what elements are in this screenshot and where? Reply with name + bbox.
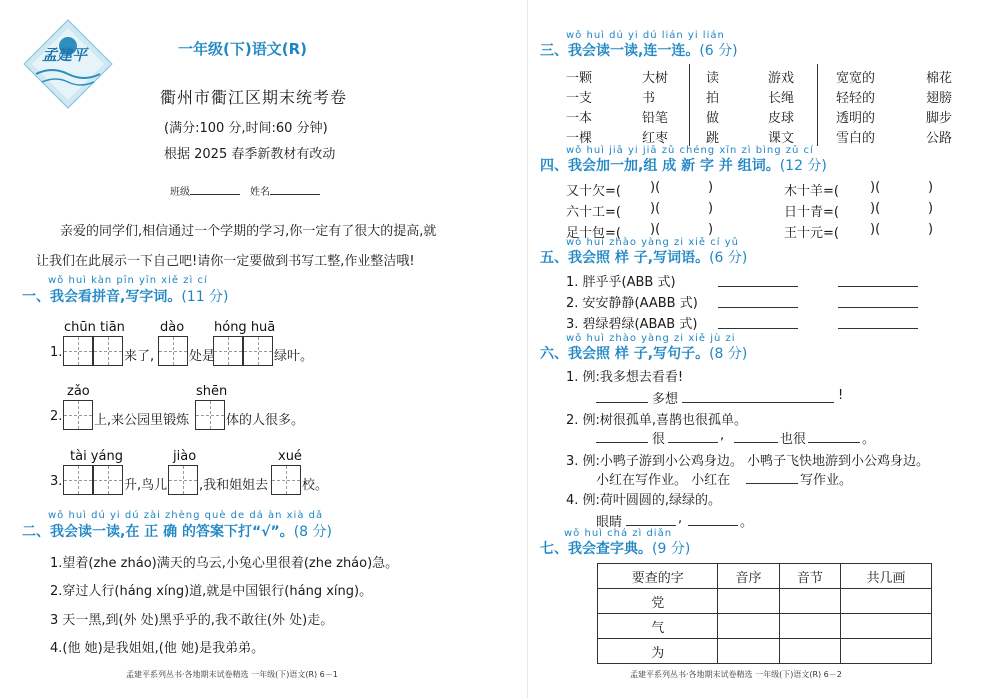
s3-c2-0: 大树 [642,71,669,86]
s5-title [540,247,747,267]
exam-title: 衢州市衢江区期末统考卷 [160,88,348,107]
s4-left-1: 六十工=( [566,205,621,220]
q2-number: 2. [50,409,63,424]
intro-line-1: 亲爱的同学们,相信通过一个学期的学习,你一定有了很大的提高,就 [60,224,437,239]
s3-c2-3: 红枣 [642,131,669,146]
s3-c2-2: 铅笔 [642,111,669,126]
s4-right-2: 王十元=( [784,226,839,241]
s4-title-text: 四、我会加一加,组 成 新 字 并 组词。 [540,158,780,174]
s7-points: (9 分) [652,541,691,557]
s3-c5-0: 宽宽的 [836,71,876,86]
s6-ex2-c: 也很 [780,432,807,447]
s4-left-0: 又十欠=( [566,184,621,199]
answer-line[interactable] [626,525,676,526]
writing-box[interactable] [63,400,93,430]
table-header: 音节 [779,564,840,589]
s4-end: ) [928,201,934,216]
table-answer-cell[interactable] [718,639,779,664]
s3-c1-3: 一棵 [566,131,593,146]
s6-ex3-a: 小红在写作业。 小红在 [596,473,731,488]
s4-mid: )( [870,222,881,237]
s7-title-text: 七、我会查字典。 [540,541,652,557]
s2-title [22,521,332,541]
name-label: 姓名 [250,187,270,198]
answer-line[interactable] [838,328,918,329]
s4-mid: )( [650,180,661,195]
s3-c3-3: 跳 [706,131,720,146]
class-label: 班级 [170,187,190,198]
answer-line[interactable] [746,483,798,484]
s7-pinyin: wǒ huì chá zì diǎn [564,528,673,539]
writing-box[interactable] [243,336,273,366]
table-answer-cell[interactable] [779,614,840,639]
s3-c3-1: 拍 [706,91,720,106]
q3-number: 3. [50,474,63,489]
s5-item-1: 1. 胖乎乎(ABB 式) [566,275,676,290]
table-row [598,589,932,614]
s3-c5-1: 轻轻的 [836,91,876,106]
table-row [598,614,932,639]
s5-title-text: 五、我会照 样 子,写词语。 [540,250,710,266]
answer-line[interactable] [668,442,718,443]
answer-line[interactable] [682,402,834,403]
intro-line-2: 让我们在此展示一下自己吧!请你一定要做到书写工整,作业整洁哦! [36,254,415,269]
q1-number: 1. [50,345,63,360]
table-answer-cell[interactable] [779,639,840,664]
s2-item-2: 2.穿过人行(háng xíng)道,就是中国银行(háng xíng)。 [50,584,373,599]
s6-ex4: 4. 例:荷叶圆圆的,绿绿的。 [566,493,722,508]
q3-pinyin-1: tài yáng [70,449,123,464]
exam-note: 根据 2025 春季新教材有改动 [164,147,336,162]
q2-text-1: 上,来公园里锻炼 [94,413,190,428]
s3-separator [817,64,818,146]
writing-box[interactable] [93,336,123,366]
table-header: 要查的字 [598,564,718,589]
s6-ex2: 2. 例:树很孤单,喜鹊也很孤单。 [566,413,748,428]
q1-pinyin-2: dào [160,320,185,335]
s3-c6-2: 脚步 [926,111,953,126]
writing-box[interactable] [168,465,198,495]
s4-end: ) [928,222,934,237]
s4-points: (12 分) [779,158,827,174]
table-answer-cell[interactable] [779,589,840,614]
dictionary-table [597,563,932,664]
left-footer: 孟建平系列丛书·各地期末试卷精选 一年级(下)语文(R) 6－1 [126,670,338,679]
table-answer-cell[interactable] [841,589,932,614]
class-field[interactable] [190,194,240,195]
q1-text-3: 绿叶。 [274,349,314,364]
s3-title-text: 三、我会读一读,连一连。 [540,43,700,59]
table-header: 共几画 [841,564,932,589]
s3-c1-2: 一本 [566,111,593,126]
q3-text-3: 校。 [302,478,329,493]
q2-pinyin-1: zǎo [67,384,90,399]
q3-text-2: ,我和姐姐去 [199,478,269,493]
s6-pinyin: wǒ huì zhào yàng zi xiě jù zi [566,333,736,344]
logo-text: 孟建平 [42,46,88,64]
s6-ex4-a: 眼睛 [596,515,623,530]
writing-box[interactable] [213,336,243,366]
writing-box[interactable] [93,465,123,495]
s3-c6-0: 棉花 [926,71,953,86]
answer-line[interactable] [688,525,738,526]
answer-line[interactable] [838,286,918,287]
s1-title-text: 一、我会看拼音,写字词。 [22,289,182,305]
s4-title [540,155,827,175]
s4-end: ) [928,180,934,195]
page-divider [527,0,528,698]
s3-c1-0: 一颗 [566,71,593,86]
s6-ex2-d: 。 [862,432,876,447]
s6-points: (8 分) [709,346,748,362]
s6-ex2-a: 很 [652,432,666,447]
s2-item-4: 4.(他 她)是我姐姐,(他 她)是我弟弟。 [50,641,265,656]
table-header-row [598,564,932,589]
s3-c3-0: 读 [706,71,720,86]
table-answer-cell[interactable] [841,614,932,639]
s2-title-text: 二、我会读一读,在 正 确 的答案下打“√”。 [22,524,294,540]
s6-title-text: 六、我会照 样 子,写句子。 [540,346,710,362]
s4-mid: )( [870,180,881,195]
s3-c2-1: 书 [642,91,656,106]
s3-c6-3: 公路 [926,131,953,146]
s3-c6-1: 翅膀 [926,91,953,106]
s3-c1-1: 一支 [566,91,593,106]
s3-pinyin: wǒ huì dú yi dú lián yi lián [566,30,725,41]
writing-box[interactable] [63,465,93,495]
s6-ex1-mid: 多想 [652,392,679,407]
s6-ex1-end: ! [838,388,844,403]
table-row [598,639,932,664]
writing-box[interactable] [63,336,93,366]
s6-ex1: 1. 例:我多想去看看! [566,370,684,385]
table-header: 音序 [718,564,779,589]
table-cell-char: 气 [598,614,718,639]
s5-item-2: 2. 安安静静(AABB 式) [566,296,698,311]
s5-item-3: 3. 碧绿碧绿(ABAB 式) [566,317,698,332]
q2-pinyin-2: shēn [196,384,228,399]
table-answer-cell[interactable] [841,639,932,664]
s3-c5-3: 雪白的 [836,131,876,146]
s1-points: (11 分) [181,289,229,305]
s3-points: (6 分) [699,43,738,59]
s2-item-3: 3 天一黑,到(外 处)黑乎乎的,我不敢往(外 处)走。 [50,613,334,628]
s4-mid: )( [650,222,661,237]
table-cell-char: 党 [598,589,718,614]
s3-title [540,40,738,60]
s7-title [540,538,690,558]
answer-line[interactable] [718,286,798,287]
grade-title: 一年级(下)语文(R) [178,40,307,58]
table-cell-char: 为 [598,639,718,664]
table-answer-cell[interactable] [718,614,779,639]
s3-c4-3: 课文 [768,131,795,146]
answer-line[interactable] [718,307,798,308]
q3-text-1: 升,鸟儿 [124,478,168,493]
q3-pinyin-2: jiào [173,449,197,464]
q1-text-1: 来了, [124,349,155,364]
s3-c4-0: 游戏 [768,71,795,86]
s2-item-1: 1.望着(zhe zháo)满天的乌云,小兔心里很着(zhe zháo)急。 [50,556,399,571]
s6-ex4-c: 。 [740,515,754,530]
right-footer: 孟建平系列丛书·各地期末试卷精选 一年级(下)语文(R) 6－2 [630,670,842,679]
s4-right-0: 木十羊=( [784,184,839,199]
s4-end: ) [708,222,714,237]
q2-text-2: 体的人很多。 [226,413,305,428]
answer-line[interactable] [596,402,648,403]
s6-ex2-b: , [720,428,725,443]
s2-pinyin: wǒ huì dú yi dú zài zhèng què de dá àn xià dǎ [48,510,324,521]
s3-separator [689,64,690,146]
s3-c5-2: 透明的 [836,111,876,126]
s4-mid: )( [870,201,881,216]
answer-line[interactable] [734,442,778,443]
q1-pinyin-1: chūn tiān [64,320,125,335]
s4-pinyin: wǒ huì jiā yi jiā zǔ chéng xīn zì bìng zǔ cí [566,145,814,156]
s5-pinyin: wǒ huì zhào yàng zi xiě cí yǔ [566,237,739,248]
answer-line[interactable] [838,307,918,308]
s1-title [22,286,229,306]
writing-box[interactable] [158,336,188,366]
answer-line[interactable] [718,328,798,329]
exam-info: (满分:100 分,时间:60 分钟) [164,121,328,136]
writing-box[interactable] [271,465,301,495]
s6-ex4-b: , [678,511,683,526]
writing-box[interactable] [195,400,225,430]
q1-pinyin-3: hóng huā [214,320,276,335]
s5-points: (6 分) [709,250,748,266]
s3-c4-2: 皮球 [768,111,795,126]
s3-c3-2: 做 [706,111,720,126]
s4-end: ) [708,201,714,216]
answer-line[interactable] [596,442,648,443]
s6-ex3: 3. 例:小鸭子游到小公鸡身边。 小鸭子飞快地游到小公鸡身边。 [566,454,930,469]
s6-ex3-b: 写作业。 [800,473,853,488]
s1-pinyin: wǒ huì kàn pīn yīn xiě zì cí [48,275,208,286]
name-field[interactable] [270,194,320,195]
s4-left-2: 足十包=( [566,226,621,241]
s4-right-1: 日十青=( [784,205,839,220]
s6-title [540,343,747,363]
s4-mid: )( [650,201,661,216]
s2-points: (8 分) [293,524,332,540]
q1-text-2: 处是 [189,349,216,364]
answer-line[interactable] [808,442,860,443]
s4-end: ) [708,180,714,195]
q3-pinyin-3: xué [278,449,302,464]
table-answer-cell[interactable] [718,589,779,614]
s3-c4-1: 长绳 [768,91,795,106]
